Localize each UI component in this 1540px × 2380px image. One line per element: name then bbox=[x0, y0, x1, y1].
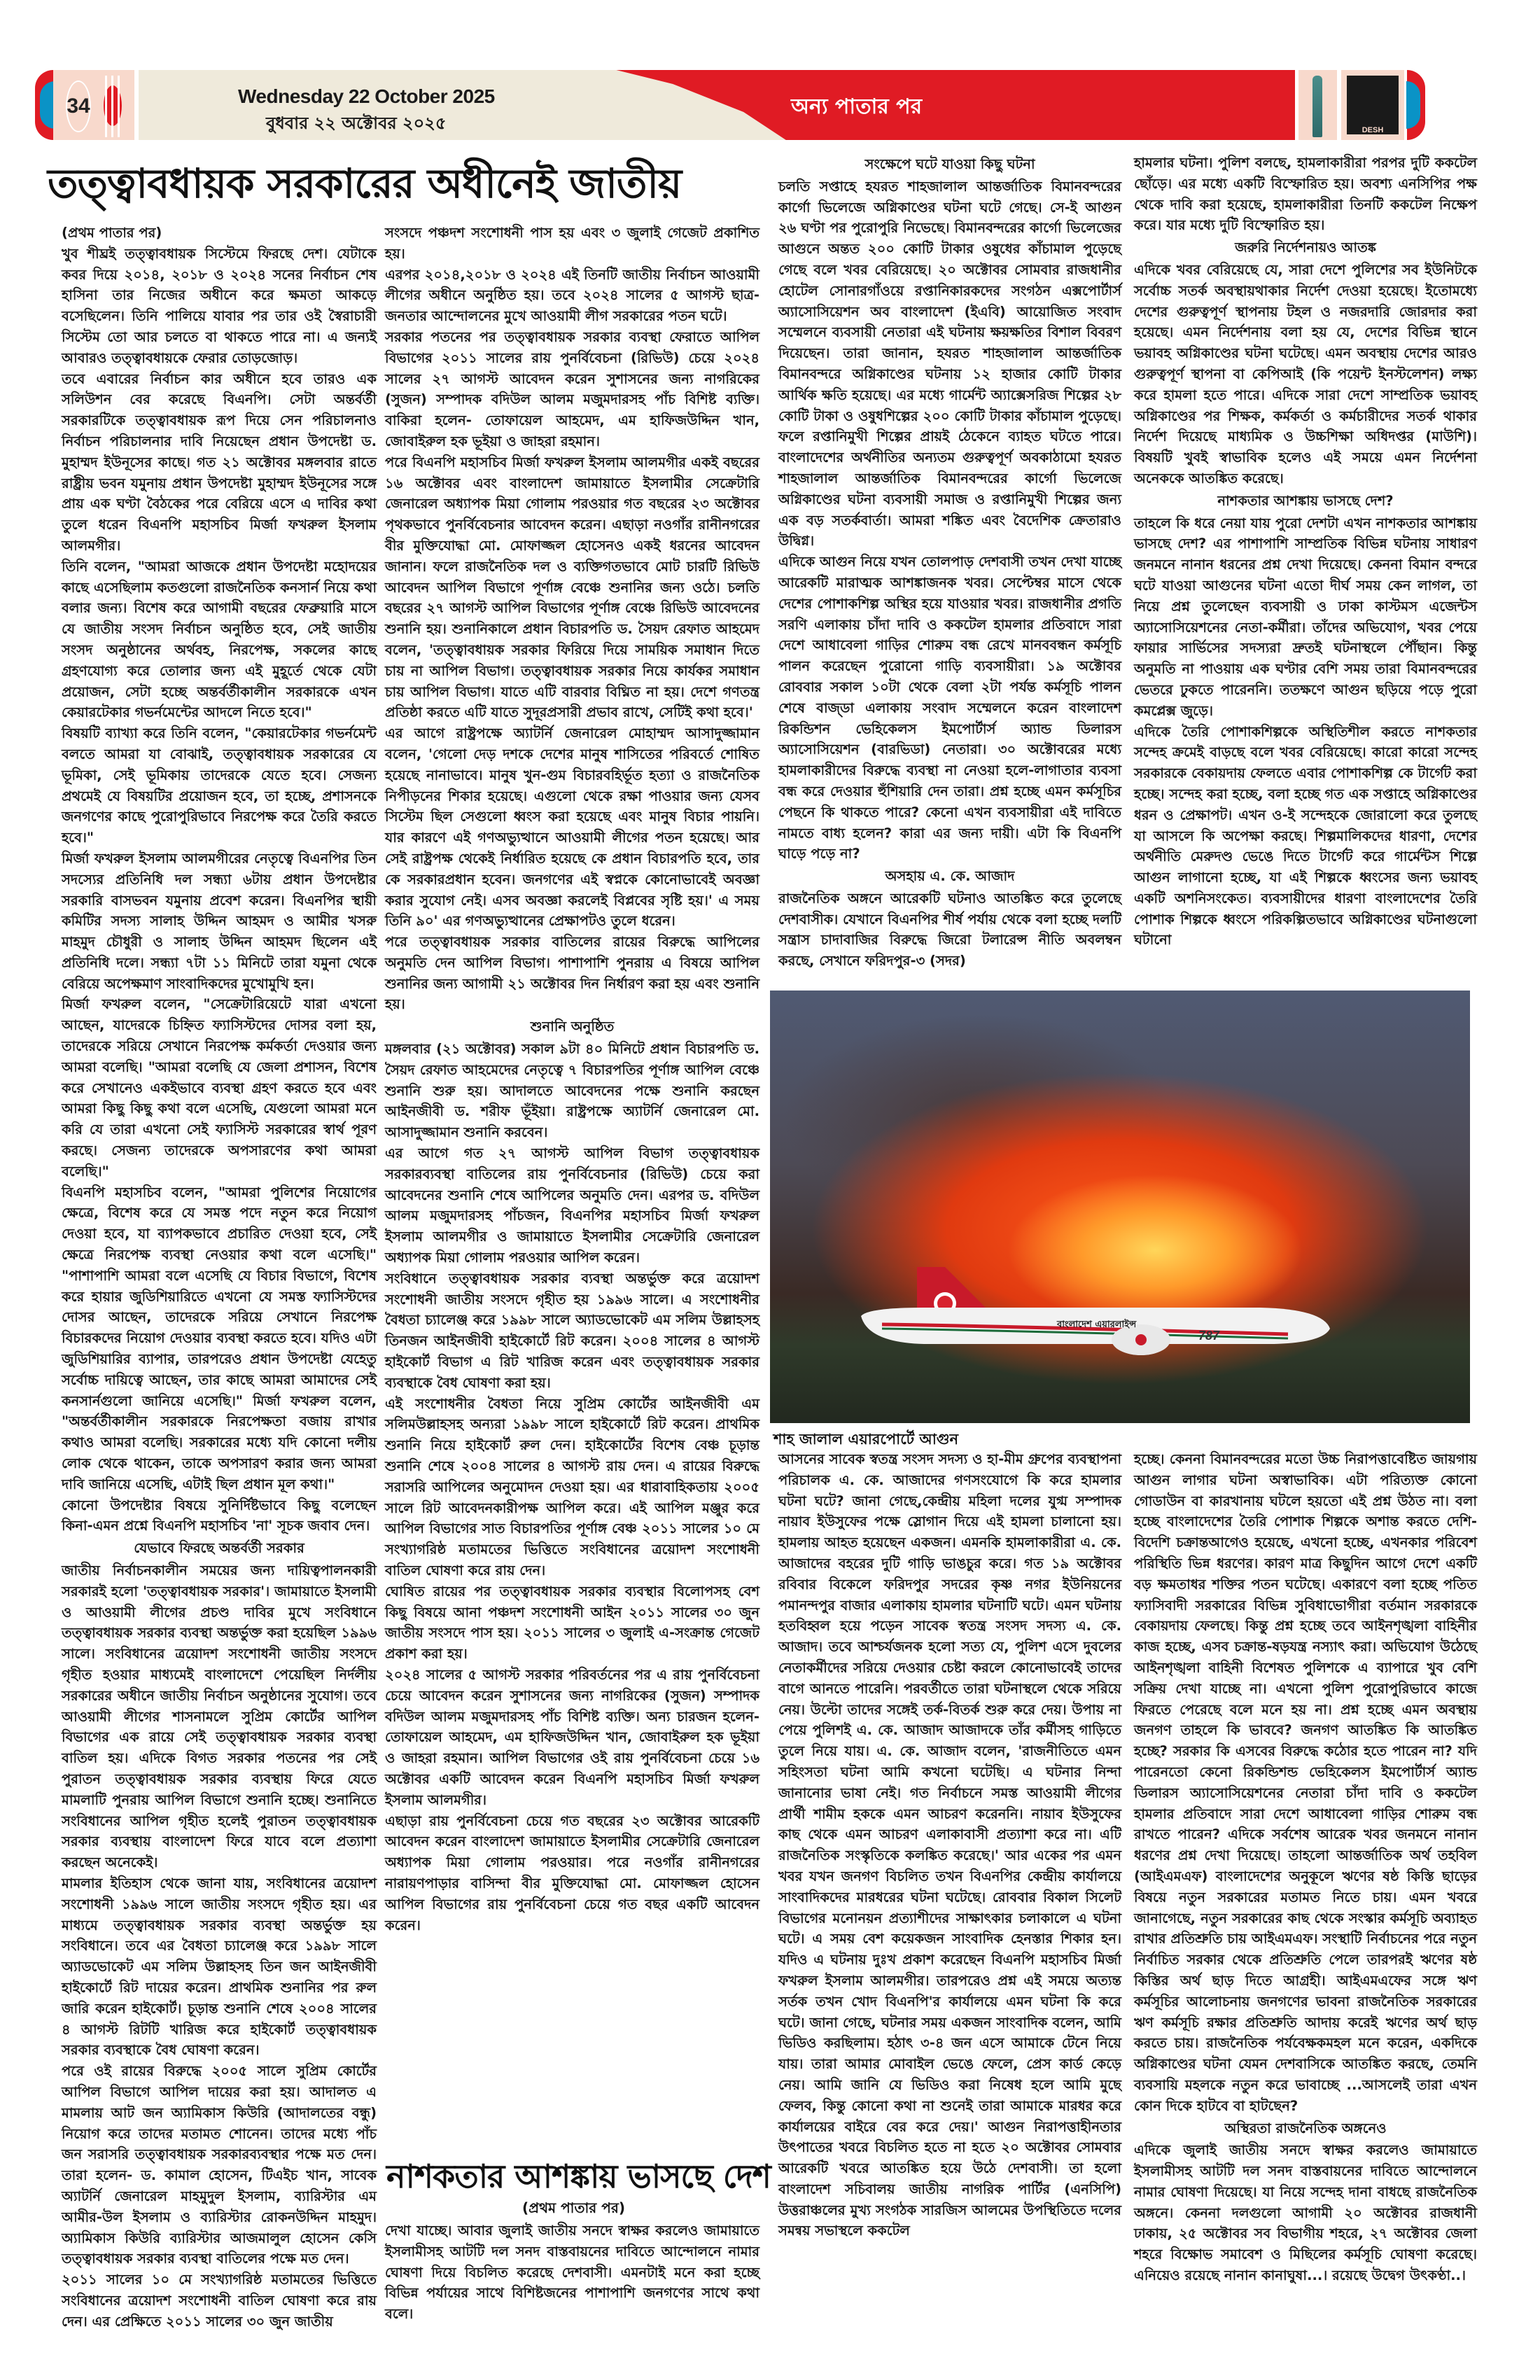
paragraph: দেখা যাচ্ছে। আবার জুলাই জাতীয় সনদে স্বাক্ষর করলেও জামায়াতে ইসলামীসহ আটটি দল সনদ বাস্তবায়নের দাবিতে আন্দোলনে নামার ঘোষণা দিয়ে বিচলিত করেছে দেশবাসী। এমনটাই মনে করা হচ্ছে বিভিন্ন পর্যায়ের সাথে বিশিষ্টজনের পাশাপাশি জনগণের সাথে কথা বলে। bbox=[385, 2222, 760, 2323]
article1-column-2 bbox=[385, 223, 760, 2071]
article3-body bbox=[385, 2220, 760, 2360]
paragraph: এর আগে রাষ্ট্রপক্ষে অ্যাটর্নি জেনারেল মোহাম্মদ আসাদুজ্জামান বলেন, 'গেলো দেড় দশকে দেশের মানুষ শাসিতের পরিবর্তে শোষিত হয়েছে নানাভাবে। মানুষ খুন-গুম বিচারবহির্ভূত হত্যা ও রাজনৈতিক নিপীড়নের শিকার হয়েছে। এগুলো থেকে রক্ষা পাওয়ার জন্য যেসব সিস্টেম ছিল সেগুলো ধ্বংস করা হয়েছে এবং মানুষ বিচার পায়নি। যার কারণে এই গণঅভ্যুত্থানে আওয়ামী লীগের পতন হয়েছে। আর সেই রাষ্ট্রপক্ষ থেকেই নির্ধারিত হয়েছে কে প্রধান বিচারপতি হবে, তার কে সরকারপ্রধান হবেন। জনগণের এই স্বপ্নকে কোনোভাবেই অবজ্ঞা করার সুযোগ নেই। এসব অবজ্ঞা করলেই বিপ্লবের সৃষ্টি হয়।' এ সময় তিনি ৯০' এর গণঅভ্যুত্থানের প্রেক্ষাপটও তুলে ধরেন। bbox=[385, 725, 760, 930]
article2-column-3-continued bbox=[778, 1449, 1121, 2359]
headline-main: তত্ত্বাবধায়ক সরকারের অধীনেই জাতীয় bbox=[48, 160, 682, 207]
paragraph: এদিকে আগুন নিয়ে যখন তোলপাড় দেশবাসী তখন দেখা যাচ্ছে আরেকটি মারাত্মক আশঙ্কাজনক খবর। সেপ্টেম্বর মাসে থেকে দেশের পোশাকশিল্প অস্থির হয়ে যাওয়ার খবর। রাজধানীর প্রগতি সরণি এলাকায় চাঁদা দাবি ও ককটেল হামলার প্রতিবাদে সারা দেশে আধাবেলা গাড়ির শোরুম বন্ধ রেখে মানববন্ধন কর্মসূচি পালন করেছেন পুরোনো গাড়ি ব্যবসায়ীরা। ১৯ অক্টোবর রোববার সকাল ১০টা থেকে বেলা ২টা পর্যন্ত কর্মসূচি পালন শেষে বাজ্ডা এলাকায় সংবাদ সম্মেলনে করেন বাংলাদেশ রিকন্ডিশন ভেহিকেলস ইমপোর্টার্স অ্যান্ড ডিলারস অ্যাসোসিয়েশন (বারভিডা) নেতারা। ৩০ অক্টোবরের মধ্যে হামলাকারীদের বিরুদ্ধে ব্যবস্থা না নেওয়া হলে-লাগাতার ব্যবসা বন্ধ করে দেওয়ার হুঁশিয়ারি দেন তারা। প্রশ্ন হচ্ছে এমন কর্মসূচির পেছনে কি থাকতে পারে? কেনো এখন ব্যবসায়ীরা এই দাবিতে নামতে বাধ্য হলেন? কারা এর জন্য দায়ী। এটা কি বিএনপি ঘাড়ে পড়ে না? bbox=[778, 554, 1121, 862]
continued-label: (প্রথম পাতার পর) bbox=[522, 2199, 625, 2216]
paragraph: মঙ্গলবার (২১ অক্টোবর) সকাল ৯টা ৪০ মিনিটে প্রধান বিচারপতি ড. সৈয়দ রেফাত আহমেদের নেতৃত্বে ৭ বিচারপতির পূর্ণাঙ্গ আপিল বেঞ্চে শুনানি শুরু হয়। আদালতে আবেদনের পক্ষে শুনানি করছেন আইনজীবী ড. শরীফ ভূঁইয়া। রাষ্ট্রপক্ষে অ্যাটর্নি জেনারেল মো. আসাদুজ্জামান শুনানি করবেন। bbox=[385, 1041, 760, 1141]
paragraph: তিনি বলেন, "আমরা আজকে প্রধান উপদেষ্টা মহোদয়ের কাছে এসেছিলাম কতগুলো রাজনৈতিক কনসার্ন নিয়ে কথা বলার জন্য। বিশেষ করে আগামী বছরের ফেব্রুয়ারি মাসে যে জাতীয় সংসদ নির্বাচন অনুষ্ঠিত হবে, সেই জাতীয় সংসদ অনুষ্ঠানের অর্থবহ, নিরপেক্ষ, সকলের কাছে গ্রহণযোগ্য করে তোলার জন্য এই মুহূর্তে থেকে যেটা প্রয়োজন, সেটা হচ্ছে অন্তর্বর্তীকালীন সরকারকে এখন কেয়ারটেকার গভর্নমেন্টের আদলে নিতে হবে।" bbox=[62, 558, 377, 721]
paragraph: ২০১১ সালের ১০ মে সংখ্যাগরিষ্ঠ মতামতের ভিত্তিতে সংবিধানের ত্রয়োদশ সংশোধনী বাতিল ঘোষণা করে রায় দেন। এর প্রেক্ষিতে ২০১১ সালের ৩০ জুন জাতীয় bbox=[62, 2272, 377, 2330]
subheading: অসহায় এ. কে. আজাদ bbox=[885, 868, 1015, 885]
subheading: সংক্ষেপে ঘটে যাওয়া কিছু ঘটনা bbox=[864, 156, 1035, 172]
shaheed-minar-icon bbox=[102, 76, 123, 137]
airplane-icon bbox=[840, 1267, 1330, 1351]
paragraph: কোনো উপদেষ্টার বিষয়ে সুনির্দিষ্টভাবে কিছু বলেছেন কিনা-এমন প্রশ্নে বিএনপি মহাসচিব 'না' সূচক জবাব দেন। bbox=[62, 1497, 377, 1534]
paragraph: তবে এবারের নির্বাচন কার অধীনে হবে তারও এক সলিউশন বের করেছে বিএনপি। সেটা অন্তর্বর্তী সরকারটিকে তত্ত্বাবধায়ক রূপ দিয়ে সেন পরিচালনাও নির্বাচন পরিচালনার দাবি নিয়েছেন প্রধান উপদেষ্টা ড. মুহাম্মদ ইউনূসের কাছে। গত ২১ অক্টোবর মঙ্গলবার রাতে রাষ্ট্রীয় ভবন যমুনায় প্রধান উপদেষ্টা মুহাম্মদ ইউনূসের সঙ্গে প্রায় এক ঘণ্টা বৈঠকের পরে বেরিয়ে এসে এ দাবির কথা তুলে ধরেন বিএনপি মহাসচিব মির্জা ফখরুল ইসলাম আলমগীর। bbox=[62, 370, 377, 554]
paragraph: বিষয়টি ব্যাখ্যা করে তিনি বলেন, "কেয়ারটেকার গভর্নমেন্ট বলতে আমরা যা বোঝাই, তত্ত্বাবধায়ক সরকারের যে ভূমিকা, সেই ভূমিকায় তাদেরকে যেতে হবে। সেজন্য প্রথমেই যে বিষয়টির প্রয়োজন হবে, তা হচ্ছে, প্রশাসনকে জনগণের কাছে পুরোপুরিভাবে নিরপেক্ষ করে তৈরি করতে হবে।" bbox=[62, 725, 377, 846]
header-right-cap bbox=[1407, 70, 1425, 140]
paragraph: ঘোষিত রায়ের পর তত্ত্বাবধায়ক সরকার ব্যবস্থার বিলোপসহ বেশ কিছু বিষয়ে আনা পঞ্চদশ সংশোধনী আইন ২০১১ সালের ৩০ জুন জাতীয় সংসদে পাস হয়। ২০১১ সালের ৩ জুলাই এ-সংক্রান্ত গেজেট প্রকাশ করা হয়। bbox=[385, 1583, 760, 1662]
header-left-cap bbox=[35, 70, 53, 140]
paragraph: ২০২৪ সালের ৫ আগস্ট সরকার পরিবর্তনের পর এ রায় পুনর্বিবেচনা চেয়ে আবেদন করেন সুশাসনের জন্য নাগরিকের (সুজন) সম্পাদক বদিউল আলম মজুমদারসহ পাঁচ বিশিষ্ট ব্যক্তি। অন্য চারজন হলেন- তোফায়েল আহমেদ, এম হাফিজউদ্দিন খান, জোবাইরুল হক ভূইয়া ও জাহরা রহমান। আপিল বিভাগের ওই রায় পুনর্বিবেচনা চেয়ে ১৬ অক্টোবর একটি আবেদন করেন বিএনপি মহাসচিব মির্জা ফখরুল ইসলাম আলমগীর। bbox=[385, 1666, 760, 1808]
paragraph: এদিকে খবর বেরিয়েছে যে, সারা দেশে পুলিশের সব ইউনিটকে সর্বোচ্চ সতর্ক অবস্থায়থাকার নির্দেশ দেওয়া হয়েছে। ইতোমধ্যে দেশের গুরুত্বপূর্ণ স্থাপনায় টহল ও নজরদারি জোরদার করা হয়েছে। এমন নির্দেশনায় বলা হয় যে, দেশের বিভিন্ন স্থানে ভয়াবহ অগ্নিকাণ্ডের ঘটনা ঘটেছে। এমন অবস্থায় দেশের আরও গুরুত্বপূর্ণ স্থাপনা বা কেপিআই (কি পয়েন্ট ইনস্টলেশন) লক্ষ্য করে হামলা হতে পারে। এদিকে সারা দেশে সাম্প্রতিক ভয়াবহ অগ্নিকাণ্ডের পর শিক্ষক, কর্মকর্তা ও কর্মচারীদের সতর্ক থাকার নির্দেশ দিয়েছে মাধ্যমিক ও উচ্চশিক্ষা অধিদপ্তর (মাউশি)। বিষয়টি খুবই স্বাভাবিক হলেও এই সময়ে এমন নির্দেশনা অনেককে আতঙ্কিত করেছে। bbox=[1134, 261, 1477, 486]
statue-of-liberty-icon bbox=[1298, 70, 1337, 140]
date-english: Wednesday 22 October 2025 bbox=[238, 85, 495, 107]
plane-model-text: 787 bbox=[1198, 1329, 1220, 1343]
paragraph: আসনের সাবেক স্বতন্ত্র সংসদ সদস্য ও হা-মীম গ্রুপের ব্যবস্থাপনা পরিচালক এ. কে. আজাদের গণসংযোগে কি করে হামলার ঘটনা ঘটে? জানা গেছে,কেন্দ্রীয় মহিলা দলের যুগ্ম সম্পাদক নায়াব ইউসুফের পক্ষে স্লোগান দিয়ে এই হামলা চালানো হয়। হামলায় আহত হয়েছেন একজন। এমনকি হামলাকারীরা এ. কে. আজাদের বহরের দুটি গাড়ি ভাঙচুর করে। গত ১৯ অক্টোবর রবিবার বিকেলে ফরিদপুর সদরের কৃষ্ণ নগর ইউনিয়নের পমানন্দপুর বাজার এলাকায় হামলার ঘটনাটি ঘটে। এমন ঘটনায় হতবিহ্বল হয়ে পড়েন সাবেক স্বতন্ত্র সংসদ সদস্য এ. কে. আজাদ। তবে আশ্চর্যজনক হলো সত্য যে, পুলিশ এসে দুবলের নেতাকর্মীদের সরিয়ে দেওয়ার চেষ্টা করলে কোনোভাবেই তাদের বাগে আনতে পারেনি। পরবর্তীতে তারা ঘটনাস্থলে থেকে সরিয়ে নেয়। উল্টো তাদের সঙ্গেই তর্ক-বিতর্ক শুরু করে দেয়। উপায় না পেয়ে পুলিশই এ. কে. আজাদ আজাদকে তাঁর কর্মীসহ গাড়িতে তুলে নিয়ে যায়। এ. কে. আজাদ বলেন, 'রাজনীতিতে এমন সহিংসতা ঘটনা আমি কখনো ঘটেছি। এ ঘটনার নিন্দা জানানোর ভাষা নেই। গত নির্বাচনে সমস্ত আওয়ামী লীগের প্রার্থী শামীম হককে এমন আচরণ করেননি। নায়াব ইউসুফের কাছ থেকে এমন আচরণ এলাকাবাসী প্রত্যাশা করে না। এটি রাজনৈতিক সংস্কৃতিকে কলঙ্কিত করেছে।' আর একের পর এমন খবর যখন জনগণ বিচলিত তখন বিএনপির কেন্দ্রীয় কার্যালয়ে সাংবাদিকদের মারধরের ঘটনা ঘটেছে। রোববার বিকাল সিলেট বিভাগের মনোনয়ন প্রত্যাশীদের সাক্ষাৎকার চলাকালে এ ঘটনা ঘটে। এ সময় বেশ কয়েকজন সাংবাদিক হেনস্তার শিকার হন। যদিও এ ঘটনায় দুঃখ প্রকাশ করেছেন বিএনপি মহাসচিব মির্জা ফখরুল ইসলাম আলমগীর। তারপরেও প্রশ্ন এই সময়ে অত্যন্ত সর্তক তখন খোদ বিএনপি'র কার্যালয়ে এমন ঘটনা কি করে ঘটে। জানা গেছে, ঘটনার সময় একজন সাংবাদিক বলেন, আমি ভিডিও করছিলাম। হঠাৎ ৩-৪ জন এসে আমাকে টেনে নিয়ে যায়। তারা আমার মোবাইল ভেঙে ফেলে, প্রেস কার্ড কেড়ে নেয়। আমি জানি যে ভিডিও করা নিষেধ হলে আমি মুছে ফেলব, কিন্তু কোনো কথা না শুনেই তারা আমাকে মারধর করে কার্যালয়ের বাইরে বের করে দেয়।' আগুন নিরাপত্তাহীনতার উৎপাতের খবরে বিচলিত হতে না হতে ২০ অক্টোবর সোমবার আরেকটি খবরে আতঙ্কিত হয়ে উঠে দেশবাসী। তা হলো বাংলাদেশ সচিবালয় জাতীয় নাগরিক পার্টির (এনসিপি) উত্তরাঞ্চলের মুখ্য সংগঠক সারজিস আলমের উপস্থিতিতে দলের সমন্বয় সভাস্থলে ককটেল bbox=[778, 1451, 1121, 2239]
section-title: অন্য পাতার পর bbox=[791, 94, 923, 119]
paragraph: সংসদে পঞ্চদশ সংশোধনী পাস হয় এবং ৩ জুলাই গেজেট প্রকাশিত হয়। bbox=[385, 225, 760, 262]
article2-column-4 bbox=[1134, 153, 1477, 948]
paragraph: চলতি সপ্তাহে হযরত শাহজালাল আন্তর্জাতিক বিমানবন্দরের কার্গো ভিলেজে অগ্নিকাণ্ডের ঘটনা ঘটে গেছে। সে-ই আগুন ২৬ ঘণ্টা পর পুরোপুরি নিভেছে। বিমানবন্দরের কার্গো ভিলেজের আগুনে অন্তত ২০০ কোটি টাকার ওষুধের কাঁচামাল পুড়েছে গেছে বলে খবর বেরিয়েছে। ২০ অক্টোবর সোমবার রাজধানীর হোটেল সোনারগাঁওয়ে রপ্তানিকারকদের সংগঠন এক্সপোর্টার্স অ্যাসোসিয়েশন অব বাংলাদেশ (ইএবি) আয়োজিত সংবাদ সম্মেলনে ব্যবসায়ী নেতারা এই ঘটনায় ক্ষয়ক্ষতির বিশাল বিবরণ দিয়েছেন। তারা জানান, হযরত শাহজালাল আন্তর্জাতিক বিমানবন্দরে অগ্নিকাণ্ডের ঘটনায় ১২ হাজার কোটি টাকার আর্থিক ক্ষতি হয়েছে। এর মধ্যে গার্মেন্ট অ্যাক্সেসরিজ শিল্পের ২৮ কোটি টাকা ও ওষুধশিল্পের ২০০ কোটি টাকার কাঁচামাল পুড়েছে। ফলে রপ্তানিমুখী শিল্পের প্রায়ই ঠেকেনে ব্যাহত ঘটতে পারে। বাংলাদেশের অর্থনীতির অন্যতম গুরুত্বপূর্ণ অবকাঠামো হযরত শাহজালাল আন্তর্জাতিক বিমানবন্দরের কার্গো ভিলেজে অগ্নিকাণ্ডের ঘটনা ব্যবসায়ী সমাজ ও রপ্তানিমুখী শিল্পের জন্য এক বড় সতর্কবার্তা। আমরা শঙ্কিত এবং বৈদেশিক ক্রেতারাও উদ্বিগ্ন। bbox=[778, 178, 1121, 550]
paragraph: পরে ওই রায়ের বিরুদ্ধে ২০০৫ সালে সুপ্রিম কোর্টের আপিল বিভাগে আপিল দায়ের করা হয়। আদালত এ মামলায় আট জন অ্যামিকাস কিউরি (আদালতের বন্ধু) নিয়োগ করে তাদের মতামত শোনেন। তাদের মধ্যে পাঁচ জন সরাসরি তত্ত্বাবধায়ক সরকারব্যবস্থার পক্ষে মত দেন। তারা হলেন- ড. কামাল হোসেন, টিএইচ খান, সাবেক অ্যাটর্নি জেনারেল মাহমুদুল ইসলাম, ব্যারিস্টার এম আমীর-উল ইসলাম ও ব্যারিস্টার রোকনউদ্দিন মাহমুদ। অ্যামিকাস কিউরি ব্যারিস্টার আজমালুল হোসেন কেসি তত্ত্বাবধায়ক সরকার ব্যবস্থা বাতিলের পক্ষে মত দেন। bbox=[62, 2063, 377, 2267]
paragraph: হামলার ঘটনা। পুলিশ বলছে, হামলাকারীরা পরপর দুটি ককটেল ছোঁড়ে। এর মধ্যে একটি বিস্ফোরিত হয়। অবশ্য এনসিপির পক্ষ থেকে দাবি করা হয়েছে, হামলাকারীরা তিনটি ককটেল নিক্ষেপ করে। যার মধ্যে দুটি বিস্ফোরিত হয়। bbox=[1134, 155, 1477, 234]
paragraph: এরপর ২০১৪,২০১৮ ও ২০২৪ এই তিনটি জাতীয় নির্বাচন আওয়ামী লীগের অধীনে অনুষ্ঠিত হয়। তবে ২০২৪ সালের ৫ আগস্ট ছাত্র-জনতার আন্দোলনের মুখে আওয়ামী লীগ সরকারের পতন ঘটে। bbox=[385, 266, 760, 325]
article1-column-1 bbox=[62, 223, 377, 2358]
paragraph: মির্জা ফখরুল ইসলাম আলমগীরের নেতৃত্বে বিএনপির তিন সদস্যের প্রতিনিধি দল সন্ধ্যা ৬টায় প্রধান উপদেষ্টার সরকারি বাসভবন যমুনায় প্রবেশ করেন। বিএনপির স্থায়ী কমিটির সদস্য সালাহ উদ্দিন আহমদ ও আমীর খসরু মাহমুদ চৌধুরী ও সালাহ উদ্দিন আহমদ ছিলেন এই প্রতিনিধি দলে। সন্ধ্যা ৭টা ১১ মিনিটে তারা যমুনা থেকে বেরিয়ে অপেক্ষমাণ সাংবাদিকদের মুখোমুখি হন। bbox=[62, 850, 377, 992]
article2-column-4-continued bbox=[1134, 1449, 1477, 2359]
paragraph: মামলার ইতিহাস থেকে জানা যায়, সংবিধানের ত্রয়োদশ সংশোধনী ১৯৯৬ সালে জাতীয় সংসদে গৃহীত হয়। এর মাধ্যমে তত্ত্বাবধায়ক সরকার ব্যবস্থা অন্তর্ভুক্ত হয় সংবিধানে। তবে এর বৈধতা চ্যালেঞ্জ করে ১৯৯৮ সালে অ্যাডভোকেট এম সলিম উল্লাহসহ তিন জন আইনজীবী হাইকোর্টে রিট দায়ের করেন। প্রাথমিক শুনানির পর রুল জারি করেন হাইকোর্ট। চূড়ান্ত শুনানি শেষে ২০০৪ সালের ৪ আগস্ট রিটটি খারিজ করে হাইকোর্ট তত্ত্বাবধায়ক সরকার ব্যবস্থাকে বৈধ ঘোষণা করেন। bbox=[62, 1875, 377, 2059]
paragraph: রাজনৈতিক অঙ্গনে আরেকটি ঘটনাও আতঙ্কিত করে তুলেছে দেশবাসীক। যেখানে বিএনপির শীর্ষ পর্যায় থেকে বলা হচ্ছে দলটি সন্ত্রাস চাদাবাজির বিরুদ্ধে জিরো টলারেন্স নীতি অবলম্বন করছে, সেখানে ফরিদপুর-৩ (সদর) bbox=[778, 890, 1121, 969]
desh-logo: DESH bbox=[1341, 70, 1404, 140]
subheading: জরুরি নির্দেশনায়ও আতঙ্ক bbox=[1235, 239, 1376, 256]
page-number-box bbox=[53, 70, 134, 140]
paragraph: এদিকে জুলাই জাতীয় সনদে স্বাক্ষর করলেও জামায়াতে ইসলামীসহ আটটি দল সনদ বাস্তবায়নের দাবিতে আন্দোলনে নামার ঘোষণা দিয়েছে। যা নিয়ে সন্দেহ দানা বাধছে রাজনৈতিক অঙ্গনে। কেননা দলগুলো আগামী ২০ অক্টোবর রাজধানী ঢাকায়, ২৫ অক্টোবর সব বিভাগীয় শহরে, ২৭ অক্টোবর জেলা শহরে বিক্ষোভ সমাবেশ ও মিছিলের কর্মসূচি ঘোষণা করেছে। এনিয়েও রয়েছে নানান কানাঘুষা...। রয়েছে উদ্বেগ উৎকণ্ঠা..। bbox=[1134, 2142, 1477, 2284]
paragraph: এদিকে তৈরি পোশাকশিল্পকে অস্থিতিশীল করতে নাশকতার সন্দেহ ক্রমেই বাড়ছে বলে খবর বেরিয়েছে। কারো কারো সন্দেহ সরকারকে বেকায়দায় ফেলতে এবার পোশাকশিল্প কে টার্গেট করা হচ্ছে। সন্দেহ করা হচ্ছে, বলা হচ্ছে গত এক সপ্তাহে অগ্নিকাণ্ডের ধরন ও প্রেক্ষাপট। এখন ও-ই সন্দেহকে জোরালো করে তুলছে যা আসলে কি অপেক্ষা করছে। শিল্পমালিকদের ধারণা, দেশের অর্থনীতি মেরুদণ্ড ভেঙে দিতে টার্গেট করে গার্মেন্টস শিল্পে আগুন লাগানো হচ্ছে, যা এই শিল্পকে ধ্বংসের জন্য ভয়াবহ একটি অশনিসংকেত। ব্যবসায়ীদের ধারণা বাংলাদেশের তৈরি পোশাক শিল্পকে ধ্বংসে পরিকল্পিতভাবে অগ্নিকাণ্ডের ঘটনাগুলো ঘটানো bbox=[1134, 723, 1477, 948]
paragraph: তাহলে কি ধরে নেয়া যায় পুরো দেশটা এখন নাশকতার আশঙ্কায় ভাসছে দেশ? এর পাশাপাশি সাম্প্রতিক বিভিন্ন ঘটনায় সাধারণ জনমনে নানান ধরনের প্রশ্ন দেখা দিয়েছে। কেননা বিমান বন্দরে ঘটে যাওয়া আগুনের ঘটনা এতো দীর্ঘ সময় কেন লাগল, তা নিয়ে প্রশ্ন তুলেছেন ব্যবসায়ী ও ঢাকা কাস্টমস এজেন্টস অ্যাসোসিয়েশনের নেতা-কর্মীরা। তাঁদের অভিযোগ, খবর পেয়ে ফায়ার সার্ভিসের সদস্যরা দ্রুতই ঘটনাস্থলে পৌঁছান। কিন্তু অনুমতি না পাওয়ায় এক ঘণ্টার বেশি সময় তারা বিমানবন্দরের ভেতরে ঢুকতে পারেননি। ততক্ষণে আগুন ছড়িয়ে পড়ে পুরো কমপ্লেক্স জুড়ে। bbox=[1134, 514, 1477, 719]
subheading: যেভাবে ফিরছে অন্তর্বর্তী সরকার bbox=[134, 1540, 304, 1557]
paragraph: সংবিধানে তত্ত্বাবধায়ক সরকার ব্যবস্থা অন্তর্ভুক্ত করে ত্রয়োদশ সংশোধনী জাতীয় সংসদে গৃহীত হয় ১৯৯৬ সালে। এ সংশোধনীর বৈধতা চ্যালেঞ্জ করে ১৯৯৮ সালে অ্যাডভোকেট এম সলিম উল্লাহসহ তিনজন আইনজীবী হাইকোর্টে রিট করেন। ২০০৪ সালের ৪ আগস্ট হাইকোর্ট বিভাগ এ রিট খারিজ করেন এবং তত্ত্বাবধায়ক সরকার ব্যবস্থাকে বৈধ ঘোষণা করা হয়। bbox=[385, 1270, 760, 1391]
article2-column-3 bbox=[778, 153, 1121, 969]
subheading: শুনানি অনুষ্ঠিত bbox=[530, 1018, 615, 1035]
plane-livery-text: বাংলাদেশ এয়ারলাইন্স bbox=[1057, 1320, 1137, 1330]
paragraph: পরে তত্ত্বাবধায়ক সরকার বাতিলের রায়ের বিরুদ্ধে আপিলের অনুমতি দেন আপিল বিভাগ। পাশাপাশি পুনরায় এ বিষয়ে আপিল শুনানির জন্য আগামী ২১ অক্টোবর দিন নির্ধারণ করা হয় এবং শুনানি হয়। bbox=[385, 934, 760, 1013]
paragraph: সরকার পতনের পর তত্ত্বাবধায়ক সরকার ব্যবস্থা ফেরাতে আপিল বিভাগের ২০১১ সালের রায় পুনর্বিবেচনা (রিভিউ) চেয়ে ২০২৪ সালের ২৭ আগস্ট আবেদন করেন সুশাসনের জন্য নাগরিকের (সুজন) সম্পাদক বদিউল আলম মজুমদারসহ পাঁচ বিশিষ্ট ব্যক্তি। বাকিরা হলেন- তোফায়েল আহমেদ, এম হাফিজউদ্দিন খান, জোবাইরুল হক ভূইয়া ও জাহরা রহমান। bbox=[385, 328, 760, 449]
continued-label: (প্রথম পাতার পর) bbox=[62, 225, 162, 241]
paragraph: পরে বিএনপি মহাসচিব মির্জা ফখরুল ইসলাম আলমগীর একই বছরের ১৬ অক্টোবর এবং বাংলাদেশ জামায়াতে ইসলামীর সেক্রেটারি জেনারেল অধ্যাপক মিয়া গোলাম পরওয়ার গত বছরের ২৩ অক্টোবর পৃথকভাবে পুনর্বিবেচনার আবেদন করেন। এছাড়া নওগাঁর রানীনগরের বীর মুক্তিযোদ্ধা মো. মোফাজ্জল হোসেনও একই ধরনের আবেদন জানান। ফলে রাজনৈতিক দল ও ব্যক্তিগতভাবে মোট চারটি রিভিউ আবেদন আপিল বিভাগে পূর্ণাঙ্গ বেঞ্চে শুনানির জন্য ওঠে। চলতি বছরের ২৭ আগস্ট আপিল বিভাগের পূর্ণাঙ্গ বেঞ্চে রিভিউ আবেদনের শুনানি হয়। শুনানিকালে প্রধান বিচারপতি ড. সৈয়দ রেফাত আহমেদ বলেন, 'তত্ত্বাবধায়ক সরকার ফিরিয়ে দিয়ে সাময়িক সমাধান দিতে চায় না আপিল বিভাগ। তত্ত্বাবধায়ক সরকার নিয়ে কার্যকর সমাধান চায় আপিল বিভাগ। যাতে এটি বারবার বিঘ্নিত না হয়। দেশে গণতন্ত্র প্রতিষ্ঠা করতে এটি যাতে সুদূরপ্রসারী প্রভাব রাখে, সেটিই কথা হবে।' bbox=[385, 454, 760, 721]
subheading: নাশকতার আশঙ্কায় ভাসছে দেশ? bbox=[1217, 492, 1394, 509]
paragraph: খুব শীঘ্রই তত্ত্বাবধায়ক সিস্টেমে ফিরছে দেশ। যেটাকে কবর দিয়ে ২০১৪, ২০১৮ ও ২০২৪ সনের নির্বাচন শেষ হাসিনা তার নিজের অধীনে করে ক্ষমতা আকড়ে বসেছিলেন। তিনি পালিয়ে যাবার পর তার ওই স্বৈরাচারী সিস্টেম তো আর চলতে বা থাকতে পারে না। এ জন্যই আবারও তত্ত্বাবধায়কে ফেরার তোড়জোড়। bbox=[62, 245, 377, 366]
paragraph: হচ্ছে। কেননা বিমানবন্দরের মতো উচ্চ নিরাপত্তাবেষ্টিত জায়গায় আগুন লাগার ঘটনা অস্বাভাবিক। এটা পরিত্যক্ত কোনো গোডাউন বা কারখানায় ঘটলে হয়তো এই প্রশ্ন উঠত না। বলা হচ্ছে বাংলাদেশের তৈরি পোশাক শিল্পকে অশান্ত করতে দেশি-বিদেশি চক্রান্তআগেও হয়েছে, এখনো হচ্ছে, এখনকার পরিবেশ পরিস্থিতি ভিন্ন ধরণের। কারণ মাত্র কিছুদিন আগে দেশে একটি বড় ক্ষমতাধর শক্তির পতন ঘটেছে। একারণে বলা হচ্ছে পতিত ফ্যাসিবাদী সরকারের বিভিন্ন সুবিধাভোগীরা বর্তমান সরকারকে বেকায়দায় ফেলছে। কিন্তু প্রশ্ন হচ্ছে তবে আইনশৃঙ্খলা বাহিনীর কাজ হচ্ছে, এসব চক্রান্ত-ষড়যন্ত্র নস্যাৎ করা। অভিযোগ উঠেছে আইনশৃঙ্খলা বাহিনী বিশেষত পুলিশকে এ ব্যাপারে খুব বেশি সক্রিয় দেখা যাচ্ছে না। এখনো পুলিশ পুরোপুরিভাবে কাজে ফিরতে পেরেছে বলে মনে হয় না। প্রশ্ন হচ্ছে এমন অবস্থায় জনগণ তাহলে কি ভাববে? জনগণ আতঙ্কিত কি আতঙ্কিত হচ্ছে? সরকার কি এসবের বিরুদ্ধে কঠোর হতে পারেন না? যদি পারেনতো কেনো রিকন্ডিশন্ড ভেহিকেলস ইমপোর্টার্স অ্যান্ড ডিলারস অ্যাসোসিয়েশনের নেতারা চাঁদা দাবি ও ককটেল হামলার প্রতিবাদে সারা দেশে আধাবেলা গাড়ির শোরুম বন্ধ রাখতে পারেন? এদিকে সর্বশেষ আরেক খবর জনমনে নানান ধরণের প্রশ্ন দেখা দিয়েছে। তাহলো আন্তর্জাতিক অর্থ তহবিল (আইএমএফ) বাংলাদেশের অনুকূলে ঋণের ষষ্ঠ কিস্তি ছাড়ের বিষয়ে নতুন সরকারের মতামত নিতে চায়। এমন খবরে জানাগেছে, নতুন সরকারের কাছ থেকে সংস্কার কর্মসূচি অব্যাহত রাখার প্রতিশ্রুতি চায় আইএমএফ। সংস্থাটি নির্বাচনের পরে নতুন নির্বাচিত সরকার থেকে প্রতিশ্রুতি পেলে তারপরই ঋণের ষষ্ঠ কিস্তির অর্থ ছাড় দিতে আগ্রহী। আইএমএফের সঙ্গে ঋণ কর্মসূচির আলোচনায় জনগণের ভাবনা রাজনৈতিক সরকারের ঋণ কর্মসূচি রক্ষার প্রতিশ্রুতি আদায় করেই ঋণের অর্থ ছাড় করতে চায়। রাজনৈতিক পর্যবেক্ষকমহল মনে করেন, একদিকে অগ্নিকাণ্ডের ঘটনা যেমন দেশবাসিকে আতঙ্কিত করছে, তেমনি ব্যবসায়ি মহলকে নতুন করে ভাবাচ্ছে ...আসলেই তারা এখন কোন দিকে হাটবে বা হাটছেন? bbox=[1134, 1451, 1477, 2114]
photo-caption: শাহ জালাল এয়ারপোর্টে আগুন bbox=[774, 1431, 959, 1448]
headline-secondary: নাশকতার আশঙ্কায় ভাসছে দেশ bbox=[386, 2157, 771, 2195]
page-number: 34 bbox=[66, 80, 91, 132]
subheading: অস্থিরতা রাজনৈতিক অঙ্গনেও bbox=[1224, 2120, 1387, 2136]
paragraph: বিএনপি মহাসচিব বলেন, "আমরা পুলিশের নিয়োগের ক্ষেত্রে, বিশেষ করে যে সমস্ত পদে নতুন করে নিয়োগ দেওয়া হবে, যা ব্যাপকভাবে প্রচারিত দেওয়া হবে, সেই ক্ষেত্রে নিরপেক্ষ ব্যবস্থা নেওয়ার কথা বলে এসেছি।" "পাশাপাশি আমরা বলে এসেছি যে বিচার বিভাগে, বিশেষ করে হায়ার জুডিশিয়ারিতে এখনো যে সমস্ত ফ্যাসিস্টদের দোসর আছেন, তাদেরকে সরিয়ে সেখানে নিরপেক্ষ বিচারকদের নিয়োগ দেওয়ার ব্যবস্থা করতে হবে। যদিও এটা জুডিশিয়ারির ব্যাপার, তারপরেও প্রধান উপদেষ্টা যেহেতু সর্বোচ্চ দায়িত্বে আছেন, তার কাছে আমরা আমাদের সেই কনসার্নগুলো জানিয়ে এসেছি।" মির্জা ফখরুল বলেন, "অন্তর্বর্তীকালীন সরকারকে নিরপেক্ষতা বজায় রাখার কথাও আমরা বলেছি। সরকারের মধ্যে যদি কোনো দলীয় লোক থেকে থাকেন, তাকে অপসারণ করার জন্য আমরা দাবি জানিয়ে এসেছি, এটাই ছিল প্রধান মূল কথা।" bbox=[62, 1184, 377, 1492]
paragraph: এছাড়া রায় পুনর্বিবেচনা চেয়ে গত বছরের ২৩ অক্টোবর আরেকটি আবেদন করেন বাংলাদেশ জামায়াতে ইসলামীর সেক্রেটারি জেনারেল অধ্যাপক মিয়া গোলাম পরওয়ার। পরে নওগাঁর রানীনগরের নারায়ণপাড়ার বাসিন্দা বীর মুক্তিযোদ্ধা মো. মোফাজ্জল হোসেন আপিল বিভাগের রায় পুনর্বিবেচনা চেয়ে গত বছর একটি আবেদন করেন। bbox=[385, 1812, 760, 1933]
paragraph: এই সংশোধনীর বৈধতা নিয়ে সুপ্রিম কোর্টের আইনজীবী এম সলিমউল্লাহসহ অন্যরা ১৯৯৮ সালে হাইকোর্টে রিট করেন। প্রাথমিক শুনানি নিয়ে হাইকোর্ট রুল দেন। হাইকোর্টের বিশেষ বেঞ্চ চূড়ান্ত শুনানি শেষে ২০০৪ সালের ৪ আগস্ট রায় দেন। এ রায়ের বিরুদ্ধে সরাসরি আপিলের অনুমোদন দেওয়া হয়। এর ধারাবাহিকতায় ২০০৫ সালে রিট আবেদনকারীপক্ষ আপিল করে। এই আপিল মঞ্জুর করে আপিল বিভাগের সাত বিচারপতির পূর্ণাঙ্গ বেঞ্চ ২০১১ সালের ১০ মে সংখ্যাগরিষ্ঠ মতামতের ভিত্তিতে সংবিধানের ত্রয়োদশ সংশোধনী বাতিল ঘোষণা করে রায় দেন। bbox=[385, 1395, 760, 1578]
page-header bbox=[35, 70, 1505, 140]
paragraph: মির্জা ফখরুল বলেন, "সেক্রেটারিয়েটে যারা এখনো আছেন, যাদেরকে চিহ্নিত ফ্যাসিস্টদের দোসর বলা হয়, তাদেরকে সরিয়ে সেখানে নিরপেক্ষ কর্মকর্তা দেওয়ার জন্য আমরা বলেছি। "আমরা বলেছি যে জেলা প্রশাসন, বিশেষ করে সেখানেও একইভাবে ব্যবস্থা গ্রহণ করতে হবে এবং আমরা কিছু কিছু কথা বলে এসেছি, যেগুলো আমরা মনে করি যে তারা এখনো সেই ফ্যাসিস্ট সরকারের স্বার্থ পূরণ করছে। সেজন্য তাদেরকে অপসারণের কথা আমরা বলেছি।" bbox=[62, 996, 377, 1180]
paragraph: জাতীয় নির্বাচনকালীন সময়ের জন্য দায়িত্বপালনকারী সরকারই হলো 'তত্ত্বাবধায়ক সরকার'। জামায়াতে ইসলামী ও আওয়ামী লীগের প্রচণ্ড দাবির মুখে সংবিধানে তত্ত্বাবধায়ক সরকার ব্যবস্থা অন্তর্ভুক্ত করা হয়েছিল ১৯৯৬ সালে। সংবিধানের ত্রয়োদশ সংশোধনী জাতীয় সংসদে গৃহীত হওয়ার মাধ্যমেই বাংলাদেশে পেয়েছিল নির্দলীয় সরকারের অধীনে জাতীয় নির্বাচন অনুষ্ঠানের সুযোগ। তবে আওয়ামী লীগের শাসনামলে সুপ্রিম কোর্টের আপিল বিভাগের এক রায়ে সেই তত্ত্বাবধায়ক সরকার ব্যবস্থা বাতিল হয়। এদিকে বিগত সরকার পতনের পর সেই পুরাতন তত্ত্বাবধায়ক সরকার ব্যবস্থায় ফিরে যেতে মামলাটি পুনরায় আপিল বিভাগে শুনানি হচ্ছে। শুনানিতে সংবিধানের আপিল গৃহীত হলেই পুরাতন তত্ত্বাবধায়ক সরকার ব্যবস্থায় বাংলাদেশ ফিরে যাবে বলে প্রত্যাশা করছেন অনেকেই। bbox=[62, 1562, 377, 1871]
date-bangla: বুধবার ২২ অক্টোবর ২০২৫ bbox=[266, 113, 447, 133]
airport-fire-photo bbox=[770, 990, 1470, 1423]
paragraph: এর আগে গত ২৭ আগস্ট আপিল বিভাগ তত্ত্বাবধায়ক সরকারব্যবস্থা বাতিলের রায় পুনর্বিবেচনার (রিভিউ) চেয়ে করা আবেদনের শুনানি শেষে আপিলের অনুমতি দেন। এরপর ড. বদিউল আলম মজুমদারসহ পাঁচজন, বিএনপির মহাসচিব মির্জা ফখরুল ইসলাম আলমগীর ও জামায়াতে ইসলামীর সেক্রেটারি জেনারেল অধ্যাপক মিয়া গোলাম পরওয়ার আপিল করেন। bbox=[385, 1145, 760, 1266]
